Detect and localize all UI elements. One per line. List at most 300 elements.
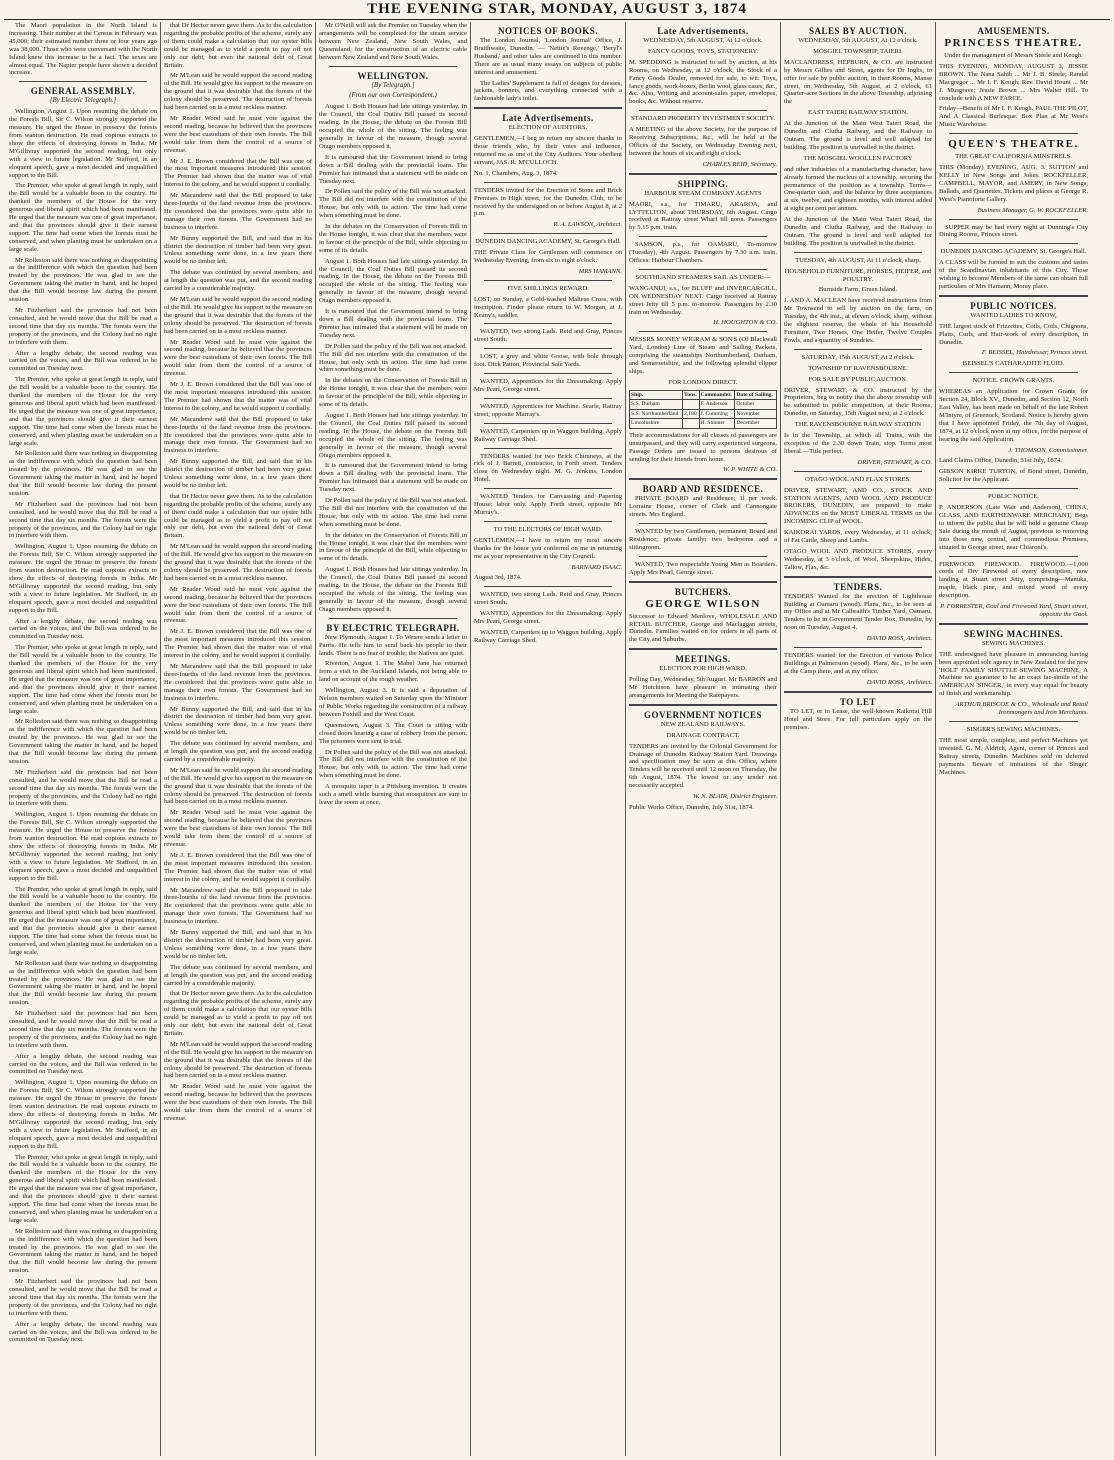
section-heading: TENDERS. [833, 581, 883, 592]
column-3 [316, 22, 471, 1456]
article-paragraph: Riverton, August 1. The Mabel Jane has returned from a visit to the Auckland Islands, not being able to land on account of the rough weather. [319, 660, 467, 684]
ad-body: WANTED by two Gentlemen, permanent Board and Residence; private family; two bedrooms and a sittingroom. [629, 528, 777, 551]
divider [484, 182, 612, 183]
article-paragraph: Mr Macandrew said that the Bill proposed to take three-fourths of the land revenue from the provinces. He considered that the provinces were quite able to manage their own forests. The Government had no business to interfere. [164, 662, 312, 702]
article-paragraph: Mr M'Lean said he would support the second reading of the Bill. He would give his support to the measure on the ground that it was desirable that the forests of the colony should be preserved. The destruction of forests had been carried on in a most reckless manner. [164, 766, 312, 806]
advertisement [939, 377, 1088, 484]
article-paragraph: In the debates on the Conservation of Forests Bill in the House tonight, it was clear that the members were in favour of the principle of the Bill, while objecting to some of its details. [319, 377, 467, 409]
ad-body: GIBSON KIRKE TURTON, of Bond street, Dunedin, Solicitor for the Applicant. [939, 468, 1088, 484]
ad-body: J. AND A. MACLEAN have received instructions from Mr Townsend to sell by auction on the farm, on Tuesday, the 4th inst., at eleven o'clock, sharp, without the slightest reserve, the whole of his Household Furniture, Two Horses, One Heifer, Twelve Couples Fowls, and a quantity of Sundries. [784, 297, 932, 344]
article-paragraph: Mr J. E. Brown considered that the Bill was one of the most important measures introduced this session. The Premier had shown that the matter was of vital interest to the colony, and he would support it cordially. [164, 851, 312, 883]
table-cell: Lincolnshire [630, 419, 683, 429]
article-paragraph: that Dr Hector never gave them. As to the calculation regarding the probable profits of the scheme, surely any of them could make a calculation that our oyster bills could be managed as to yield a profit to pay off not only our debt, but even the national debt of Great Britain. [164, 22, 312, 69]
ad-body: THIS (Monday) EVENING, AUG. 3. SUTTON and KELLY in New Songs and Jokes. ROCKFELLER, CAMPBELL, MAYOR, and AMERY, in New Songs, Ballads, and Quartettes. Tickets and places at George R. West's Pianoforte Gallery. [939, 164, 1088, 203]
article-paragraph: Mr Rolleston said there was nothing so disappointing as the indifference with which the question had been treated by the provinces. He was glad to see the Government taking the matter in hand, and he hoped that the Bill would become law during the present session. [9, 256, 157, 304]
advertisement [629, 190, 777, 233]
ad-body: SUPPER may be had every night at Dunning's City Dining Rooms, Princes street. [939, 223, 1088, 239]
article-paragraph: Dr Pollen said the policy of the Bill was not attacked. The Bill did not interfere with the constitution of the House, but only with its action. The time had come when something must be done. [319, 497, 467, 528]
ad-body: SAMSON, p.s., for OAMARU, To-morrow (Tuesday), 4th August. Passengers by 7.30 a.m. train. Offices: Harbour Chambers. [629, 241, 777, 265]
article-paragraph: Mr Macandrew said that the Bill proposed to take three-fourths of the land revenue from the provinces. He considered that the provinces were quite able to manage their own forests. The Government had no business to interfere. [164, 415, 312, 455]
table-header: Ship. [630, 390, 683, 400]
divider [629, 173, 777, 175]
ad-body: WANTED Tenders for Canvassing and Papering House; labor only. Apply Forth street, opposite Mr Murray's. [474, 493, 622, 516]
article-paragraph: New Plymouth, August 1. To Wetere sends a letter to Parris. He tells him to send back his people to their lands. There is no fear of trouble; the Natives are quiet. [319, 633, 467, 657]
article-paragraph: August 1. Both Houses had late sittings yesterday. In the Council, the Coal Duties Bill passed its second reading. In the House, the debate on the Forests Bill occupied the whole of the sitting. The feeling was generally in favour of the measure, though several Otago members opposed it. [319, 257, 467, 305]
article-paragraph: The Ladies' Supplement is full of designs for dresses, jackets, bonnets, and everything connected with a fashionable lady's toilet. [474, 79, 622, 103]
column-7 [936, 22, 1091, 1456]
article-paragraph: Mr J. E. Brown considered that the Bill was one of the most important measures introduced this session. The Premier had shown that the matter was of vital interest to the colony, and he would support it cordially. [164, 157, 312, 189]
article-paragraph: Mr Fitzherbert said the provinces had not been consulted, and he would move that the Bill be read a second time that day six months. The forests were the property of the provinces, and the Colony had no right to interfere with them. [9, 1010, 157, 1049]
advertisement [784, 37, 932, 248]
ad-body: WANTED, Two respectable Young Men as Boarders. Apply Mrs Pearl, George street. [629, 560, 777, 576]
divider [484, 423, 612, 424]
divider [484, 233, 612, 234]
divider [639, 556, 767, 557]
ad-subheading: FANCY GOODS, TOYS, STATIONERY. [647, 47, 759, 55]
table-header: Tons. [683, 390, 700, 400]
ad-heading: OTAGO WOOL AND FLAX STORES. [805, 475, 911, 483]
ad-heading: ELECTION OF AUDITORS. [508, 124, 588, 132]
masthead-rule [4, 19, 1110, 20]
ad-signature: MRS HAMANN. [578, 267, 622, 275]
table-cell [683, 419, 700, 429]
article-paragraph: that Dr Hector never gave them. As to the calculation regarding the probable profits of the scheme, surely any of them could make a calculation that our oyster bills could be managed as to yield a profit to pay off not only our debt, but even the national debt of Great Britain. [164, 990, 312, 1037]
advertisement [474, 238, 622, 276]
section-heading: GENERAL ASSEMBLY. [30, 86, 136, 97]
article-paragraph: Mr J. E. Brown considered that the Bill was one of the most important measures introduced this session. The Premier had shown that the matter was of vital interest to the colony, and he would support it cordially. [164, 628, 312, 660]
article-paragraph: The Maori population in the North Island is increasing. Their number at the Census in February was 45,000; their estimated number three or four years ago was 38,000. Those who were conversant with the North Island knew this increase to be a fact. The sexes are almost equal. The Napier people have shown a decided increase. [9, 22, 157, 77]
ad-subheading: HOUSEHOLD FURNITURE, HORSES, HEIFER, and POULTRY. [784, 267, 932, 283]
ad-body: Successor to Edward Menlove, WHOLESALE AND RETAIL BUTCHER, George and Maclaggan streets, Dunedin. Families waited on for orders in all parts of the City and Suburbs. [629, 612, 777, 644]
table-row [630, 419, 777, 429]
article-paragraph: Mr Reader Wood said he must vote against the second reading, because he believed that the provinces were the best custodians of their own forests. The Bill would take from them the control of a source of revenue. [164, 809, 312, 848]
ad-body: WANTED, Apprentices for Machine. Searle, Rattray street, opposite Murray's. [474, 402, 622, 418]
article-paragraph: Mr M'Lean said he would support the second reading of the Bill. He would give his support to the measure on the ground that it was desirable that the forests of the colony should be preserved. The destruction of forests had been carried on in a most reckless manner. [164, 1040, 312, 1080]
ad-body: At the Junction of the Main West Taieri Road, the Dunedin and Clutha Railway, and the Railway to Outram. The ground is level and well adapted for building. The position is unrivalled in the district. [784, 216, 932, 247]
article-paragraph: The Premier, who spoke at great length in reply, said the Bill would be a valuable boon to the country. He thanked the members of the House for the very generous and liberal spirit which had been manifested. He urged that the measure was one of great importance, and that the provinces should give it their earnest support. The time had come when the forests must be conserved, and when planting must be undertaken on a large scale. [9, 885, 157, 956]
ad-body: TENDERS Wanted for the erection of Lighthouse Building at Oamaru (wood). Plans, &c., to be seen at my Office and at Mr Calbraith's Timber Yard, Oamaru. Tenders to be in Government Tender Box, Dunedin, by noon on Tuesday, August 4. [784, 592, 932, 632]
masthead-title: THE EVENING STAR, MONDAY, AUGUST 3, 1874 [367, 1, 747, 17]
article-paragraph: Wellington, August 1. Upon resuming the debate on the Forests Bill, Sir C. Wilson strongly supported the measure. He urged the House to preserve the forests from wanton destruction. He read copious extracts to show the effects of destroying forests in India. Mr M'Gillivray supported the second reading, but only with a view to future legislation. Mr Stafford, in an eloquent speech, gave a most decided and unqualified support to the Bill. [9, 108, 157, 179]
article-paragraph: Mr Reader Wood said he must vote against the second reading, because he believed that the provinces were the best custodians of their own forests. The Bill would take from them the control of a source of revenue. [164, 585, 312, 625]
advertisement [474, 526, 622, 582]
ad-body: FIREWOOD. FIREWOOD. FIREWOOD.—1,000 cords of Dry Firewood of every description, now landing at Stuart street Jetty, comprising—Manuka, maple, black pine, and mixed wood of every description. [939, 560, 1088, 600]
ad-signature: F. BEISSEL, Hairdresser, Princes street. [981, 349, 1088, 357]
ad-body: and other industries of a manufacturing character, have already formed the nucleus of a township, securing the permanence of the position as a township. Terms—One-quarter cash, and the balance by three acceptances at six, twelve, and eighteen months, with interest added at eight per cent per annum. [784, 165, 932, 213]
table-cell: October [735, 400, 777, 410]
ad-body: WANTED, Apprentices for the Dressmaking. Apply Mrs Pearl, George street. [474, 610, 622, 626]
ad-heading: SEWING MACHINES. [981, 639, 1046, 647]
table-row [630, 400, 777, 410]
article-paragraph: Queenstown, August 3. The Court is sitting with closed doors hearing a case of robbery from the person. The prisoners were sent to trial. [319, 721, 467, 745]
article-paragraph: In the debates on the Conservation of Forests Bill in the House tonight, it was clear that the members were in favour of the principle of the Bill, while objecting to some of its details. [319, 531, 467, 563]
article-paragraph: Wellington, August 3. It is said a deputation of Nelson members waited on Saturday upon the Minister of Public Works regarding the construction of a railway between Foxhill and the West Coast. [319, 687, 467, 718]
section-heading: Late Advertisements. [502, 113, 594, 124]
table-header: Commander. [699, 390, 735, 400]
table-cell: 2,180 [683, 409, 700, 419]
ad-heading: DUNEDIN DANCING ACADEMY, St. George's Hall. [940, 248, 1087, 256]
ad-subheading: Under the management of Messrs Steele and Keogh. [944, 52, 1083, 59]
ad-body: PRIVATE BOARD and Residence; 1l per week. Lorraine House, corner of Clark and Cannongate streets. Mrs England. [629, 495, 777, 519]
divider [784, 576, 932, 578]
ad-body: THE undersigned have pleasure in announcing having been appointed sole agency in New Zealand for the new 'HOLT' FAMILY SHUTTLE SEWING MACHINE, A Machine we guarantee to be an exact fac-simile of the AMERICAN 'SINGER,' in every way equal for beauty of finish and workmanship. [939, 650, 1088, 698]
ad-body: M. SPEDDING is instructed to sell by auction, at his Rooms, on Wednesday, at 12 o'clock, the Stock of a Fancy Goods Dealer, removed for sale, to wit: Toys, fancy goods, work-boxes, Berlin wool, glass cases, &c., &c. Also, Writing and account-sales paper, envelopes, books, &c. Without reserve. [629, 58, 777, 106]
section-heading: SALES BY AUCTION. [809, 26, 907, 36]
advertisement [629, 336, 777, 474]
table-row [630, 409, 777, 419]
article-paragraph: The Premier, who spoke at great length in reply, said the Bill would be a valuable boon to the country. He thanked the members of the House for the very generous and liberal spirit which had been manifested. He urged that the measure was one of great importance, and that the provinces should give it their earnest support. The time had come when the forests must be conserved, and when planting must be undertaken on a large scale. [9, 644, 157, 715]
section-heading: SHIPPING. [677, 178, 729, 189]
divider [629, 704, 777, 706]
article-paragraph: It is rumoured that the Government intend to bring down a Bill dealing with the provincial loans. The Premier has intimated that a statement will be made on Tuesday next. [319, 308, 467, 339]
ad-body: THE most simple, complete, and perfect Machines yet invented. G. M. Aldrich, Agent, corner of Princes and Rattray streets, Dunedin. Machines sold on deferred payments. Beware of imitations of the 'Singer' Machines. [939, 736, 1088, 776]
advertisement [629, 274, 777, 327]
article-paragraph: A mosquito taper is a Pittsburg invention. It creates such a smell while burning that mosquitoes are sure to leave the room at once. [319, 783, 467, 806]
ad-body: WANTED, two strong Lads. Reid and Gray, Princes street South. [474, 591, 622, 607]
ad-heading: TO THE ELECTORS OF HIGH WARD. [493, 525, 603, 533]
article-paragraph: Mr Rolleston said there was nothing so disappointing as the indifference with which the question had been treated by the provinces. He was glad to see the Government taking the matter in hand, and he hoped that the Bill would become law during the present session. [9, 1227, 157, 1275]
article-paragraph: Mr Reader Wood said he must vote against the second reading, because he believed that the provinces were the best custodians of their own forests. The Bill would take from them the control of a source of revenue. [164, 114, 312, 154]
divider [639, 523, 767, 524]
ad-subheading: THE RAVENSBOURNE RAILWAY STATION [794, 421, 922, 429]
article-paragraph: Dr Pollen said the policy of the Bill was not attacked. The Bill did not interfere with the constitution of the House, but only with its action. The time had come when something must be done. [319, 188, 467, 220]
ad-heading: DUNEDIN DANCING ACADEMY, St. George's Hall. [475, 238, 621, 246]
ad-heading: PUBLIC NOTICE. [988, 493, 1039, 501]
ad-subheading: EAST TAIERI RAILWAY STATION. [808, 109, 908, 117]
article-paragraph: Wellington, August 1. Upon resuming the debate on the Forests Bill, Sir C. Wilson strongly supported the measure. He urged the House to preserve the forests from wanton destruction. He read copious extracts to show the effects of destroying forests in India. Mr M'Gillivray supported the second reading, but only with a view to future legislation. Mr Stafford, in an eloquent speech, gave a most decided and unqualified support to the Bill. [9, 543, 157, 614]
ad-subheading: BEISSEL'S CATHARADITE FLUID. [962, 360, 1065, 368]
article-paragraph: The debate was continued by several members, and at length the question was put, and the second reading carried by a considerable majority. [164, 963, 312, 987]
ad-signature: W. P. WHITE & CO. [722, 466, 777, 474]
advertisement [939, 493, 1088, 551]
advertisement [784, 476, 932, 572]
ad-subheading: THE GREAT CALIFORNIA MINSTRELS. [955, 153, 1072, 161]
advertisement [939, 37, 1088, 129]
ad-subheading: DRAINAGE CONTRACT. [666, 731, 740, 739]
advertisement [629, 115, 777, 168]
article-paragraph: The Premier, who spoke at great length in reply, said the Bill would be a valuable boon to the country. He thanked the members of the House for the very generous and liberal spirit which had been manifested. He urged that the measure was one of great importance, and that the provinces should give it their earnest support. The time had come when the forests must be conserved, and when planting must be undertaken on a large scale. [9, 1153, 157, 1224]
advertisement [784, 257, 932, 345]
divider [949, 219, 1078, 220]
table-cell: F. Anderson [699, 400, 735, 410]
article-paragraph: August 1. Both Houses had late sittings yesterday. In the Council, the Coal Duties Bill passed its second reading. In the House, the debate on the Forests Bill occupied the whole of the sitting. The feeling was generally in favour of the measure, though several Otago members opposed it. [319, 411, 467, 459]
article-paragraph: The debate was continued by several members, and at length the question was put, and the second reading carried by a considerable majority. [164, 740, 312, 763]
section-heading: GOVERNMENT NOTICES [643, 709, 763, 720]
ad-signature: DAVID ROSS, Architect. [866, 678, 932, 686]
divider [639, 110, 767, 111]
ad-body: TO LET, or to Lease, the well-known Kaikorai Hill Hotel and Store. For full particulars apply on the premises. [784, 707, 932, 731]
section-subheading: (From our own Correspondent.) [349, 92, 437, 100]
ad-body: At the Junction of the Main West Taieri Road, the Dunedin and Clutha Railway, and the Railway to Outram. The ground is level and well adapted for building. The position is unrivalled in the district. [784, 120, 932, 151]
divider [794, 349, 922, 350]
divider [949, 243, 1078, 244]
article-paragraph: After a lengthy debate, the second reading was carried on the voices, and the Bill was ordered to be committed on Tuesday next. [9, 1320, 157, 1344]
article-paragraph: Mr Macandrew said that the Bill proposed to take three-fourths of the land revenue from the provinces. He considered that the provinces were quite able to manage their own forests. The Government had no business to interfere. [164, 192, 312, 231]
shipping-table [629, 390, 777, 429]
article-paragraph: August 1. Both Houses had late sittings yesterday. In the Council, the Coal Duties Bill passed its second reading. In the House, the debate on the Forests Bill occupied the whole of the sitting. The feeling was generally in favour of the measure, though several Otago members opposed it. [319, 566, 467, 613]
ad-heading: STANDARD PROPERTY INVESTMENT SOCIETY. [630, 115, 776, 123]
article-paragraph: After a lengthy debate, the second reading was carried on the voices, and the Bill was ordered to be committed on Tuesday next. [9, 349, 157, 373]
article-paragraph: Mr Bunny supported the Bill, and said that in his district the destruction of timber had been very great. Unless something were done, in a few years there would be no timber left. [164, 234, 312, 266]
ad-date: August 3rd, 1874. [474, 574, 522, 582]
divider [484, 448, 612, 449]
ad-body: THE Private Class for Gentlemen will commence on Wednesday Evening, from six to eight o'clock. [474, 249, 622, 265]
article-paragraph: Mr M'Lean said he would support the second reading of the Bill. He would give his support to the measure on the ground that it was desirable that the forests of the colony should be preserved. The destruction of forests had been carried on in a most reckless manner. [164, 296, 312, 335]
article-paragraph: After a lengthy debate, the second reading was carried on the voices, and the Bill was ordered to be committed on Tuesday next. [9, 617, 157, 641]
advertisement [474, 124, 622, 177]
ad-heading: TUESDAY, 4th AUGUST, At 11 o'clock, sharp. [795, 256, 921, 264]
ad-body: WHEREAS an Application for Crown Grants for Section 24, Block XV., Dunedin, and Section 12, North East Valley, has been made on behalf of the late Robert M'Intyre, of Greenock, Scotland. Notice is hereby given that I have appointed Friday, the 7th day of August, 1874, at 12 o'clock noon at my office, for the purpose of hearing the said Application. [939, 388, 1088, 443]
ad-body: WANTED, Carpenters up to Waggon building. Apply Railway Carriage Shed. [474, 427, 622, 443]
article-paragraph: Mr Reader Wood said he must vote against the second reading, because he believed that the provinces were the best custodians of their own forests. The Bill would take from them the control of a source of revenue. [164, 1083, 312, 1122]
advertisement [939, 561, 1088, 619]
article-paragraph: It is rumoured that the Government intend to bring down a Bill dealing with the provincial loans. The Premier has intimated that a statement will be made on Tuesday next. [319, 153, 467, 185]
article-paragraph: Mr Bunny supported the Bill, and said that in his district the destruction of timber had been very great. Unless something were done, in a few years there would be no timber left. [164, 458, 312, 489]
divider [629, 478, 777, 480]
advertisement [784, 652, 932, 687]
section-heading: WELLINGTON. [357, 70, 429, 81]
column-6 [781, 22, 936, 1456]
ad-heading: HARBOUR STEAM COMPANY AGENTS [644, 189, 762, 197]
ad-signature: ARTHUR BRISCOE & CO., Wholesale and Retail Ironmongers and Iron Merchants. [955, 701, 1088, 717]
table-cell: December [735, 419, 777, 429]
table-cell: S.S. Northumberland [630, 409, 683, 419]
advertisement [629, 665, 777, 700]
article-paragraph: Mr Fitzherbert said the provinces had not been consulted, and he would move that the Bill be read a second time that day six months. The forests were the property of the provinces, and the Colony had no right to interfere with them. [9, 307, 157, 346]
ad-body: Polling Day, Wednesday, 5th August. Mr BARRON and Mr Hutchison have pleasure in intimating their arrangements for Meeting the Ratepayers. [629, 676, 777, 699]
ad-body: A CLASS will be formed to suit the customs and tastes of the Scandinavian inhabitants of this City. Those wishing to become Members of the same can obtain full particulars of Mrs Hamann, Moray place. [939, 259, 1088, 290]
divider [19, 81, 147, 82]
article-paragraph: The London Journal, 'London Journal' Office, J. Braithwaite, Dunedin. — 'Nettie's Revenge,' 'Beryl's Husband,' and other tales are continued in this number. There are as usual many essays on subjects of public interest and amusement. [474, 37, 622, 76]
section-heading: Late Advertisements. [657, 26, 749, 36]
article-paragraph: Dr Pollen said the policy of the Bill was not attacked. The Bill did not interfere with the constitution of the House, but only with its action. The time had come when something must be done. [319, 748, 467, 780]
divider [949, 488, 1078, 489]
article-paragraph: Mr M'Lean said he would support the second reading of the Bill. He would give his support to the measure on the ground that it was desirable that the forests of the colony should be preserved. The destruction of forests had been carried on in a most reckless manner. [164, 72, 312, 112]
columns [6, 22, 1108, 1456]
ad-heading: ELECTION FOR HIGH WARD. [659, 665, 747, 673]
ad-heading: NEW ZEALAND RAILWAYS. [661, 720, 745, 728]
ad-signature: Business Manager, G. W. ROCKFELLER. [977, 206, 1088, 214]
column-1 [6, 22, 161, 1456]
table-cell: S.S. Durham [630, 400, 683, 410]
ad-heading: FIVE SHILLINGS REWARD. [507, 284, 589, 292]
ad-body: TENDERS wanted for two Brick Chimneys, at the rick of J. Barrett, contractor, in Forth street. Tenders close on Wednesday night. M. G. Jenkins, London Hotel. [474, 452, 622, 484]
article-paragraph: August 1. Both Houses had late sittings yesterday. In the Council, the Coal Duties Bill passed its second reading. In the House, the debate on the Forests Bill occupied the whole of the sitting. The feeling was generally in favour of the measure, though several Otago members opposed it. [319, 103, 467, 150]
ad-signature: DRIVER, STEWART, & CO. [857, 458, 932, 466]
ad-date: Land Claims Office, Dunedin, 31st July, 1874. [939, 457, 1062, 465]
ad-subheading: Burnside Farm, Green Island. [818, 286, 898, 294]
divider [784, 691, 932, 693]
ad-body: WANTED, Carpenters up to Waggon building. Apply Railway Carriage Shed. [474, 628, 622, 644]
ad-subheading: FOR LONDON DIRECT. [668, 378, 738, 386]
ad-subheading: TOWNSHIP OF RAVENSBOURNE. [808, 364, 908, 372]
advertisement [784, 354, 932, 467]
ad-signature: R. A. LAWSON, Architect. [553, 221, 622, 229]
ad-heading: SINGER'S SEWING MACHINES. [966, 726, 1061, 733]
ad-heading: WANTED LADIES TO KNOW, [970, 311, 1057, 319]
advertisement [474, 187, 622, 230]
ad-body: GENTLEMEN,—I beg to return my sincere thanks to those friends who, by their votes and influence, returned me as one of the City Auditors. Your obedient servant, JAS. R. M'CULLOCH. [474, 135, 622, 166]
divider [949, 721, 1078, 722]
ad-signature: BARNARD ISAAC. [571, 563, 622, 571]
divider [949, 372, 1078, 373]
section-heading: PUBLIC NOTICES. [970, 300, 1057, 311]
advertisement [784, 593, 932, 643]
table-cell: November [735, 409, 777, 419]
advertisement [474, 285, 622, 320]
advertisement [629, 37, 777, 106]
divider [949, 133, 1078, 134]
ad-heading: PRINCESS THEATRE. [944, 37, 1083, 49]
divider [794, 647, 922, 648]
article-paragraph: Mr O'Neill will ask the Premier on Tuesday when the arrangements will be completed for the steam service between New Zealand, New South Wales, and Queensland, for the construction of an electric cable between New Zealand and New South Wales. [319, 22, 467, 61]
ad-body: LOST, on Sunday, a Gold-washed Maltese Cross, with inscription. Finder please return to W. Morgan, at J. Keany's, saddler. [474, 295, 622, 319]
ad-signature: CHARLES REID, Secretary. [702, 160, 777, 168]
ad-body: LOST, a grey and white Goose, with bole through foot. Dick Patton, Provincial Sale Yards. [474, 353, 622, 369]
section-heading: BY ELECTRIC TELEGRAPH. [326, 622, 460, 633]
divider [794, 252, 922, 253]
ad-body: WANGANUI, s.s., for BLUFF and INVERCARGILL, ON WEDNESDAY NEXT. Cargo received at Rattray street Jetty till 5 p.m. to-morrow. Passengers by 2.30 train on Wednesday. [629, 284, 777, 316]
divider [629, 648, 777, 650]
ad-body: MESSRS MONEY WIGRAM & SON'S (Of Blackwall Yard, London) Line of Steam and Sailing Packets, comprising the steamships Northumberland, Durham, and Somersetshire, and the following splendid clipper ships. [629, 336, 777, 375]
section-subheading: [By Telegraph.] [371, 81, 415, 89]
article-paragraph: Mr Bunny supported the Bill, and said that in his district the destruction of timber had been very great. Unless something were done, in a few years there would be no timber left. [164, 929, 312, 960]
article-paragraph: Wellington, August 1. Upon resuming the debate on the Forests Bill, Sir C. Wilson strongly supported the measure. He urged the House to preserve the forests from wanton destruction. He read copious extracts to show the effects of destroying forests in India. Mr M'Gillivray supported the second reading, but only with a view to future legislation. Mr Stafford, in an eloquent speech, gave a most decided and unqualified support to the Bill. [9, 811, 157, 882]
ad-body: MAORI, s.s., for TIMARU, AKAROA, and LYTTELTON, about THURSDAY, 6th August. Cargo received at Rattray street Wharf till noon. Passengers by 5.15 p.m. train. [629, 200, 777, 232]
advertisement [939, 138, 1088, 214]
ad-body: A MEETING of the above Society, for the purpose of Receiving Subscriptions, &c., will be held at the Offices of the Society, on Wednesday Evening next, between the hours of six and eight o'clock. [629, 126, 777, 157]
ad-body: Friday—Benefit of Mr I. F. Keogh. PAUL THE PILOT, And A Classical Burlesque. Box Plan at Mr West's Music Warehouse. [939, 105, 1088, 129]
table-cell [683, 400, 700, 410]
advertisement [629, 598, 777, 645]
divider [949, 556, 1078, 557]
article-paragraph: After a lengthy debate, the second reading was carried on the voices, and the Bill was ordered to be committed on Tuesday next. [9, 1052, 157, 1076]
ad-subheading: THE MOSGIEL WOOLLEN FACTORY [803, 154, 913, 162]
column-5 [626, 22, 781, 1456]
section-subheading: [By Electric Telegraph.] [49, 97, 117, 105]
advertisement [939, 312, 1088, 368]
ad-body: OTAGO WOOL AND PRODUCE STORES, every Wednesday, at 3 o'clock, of Wool, Sheepskins, Hides, Tallow, Flax, &c. [784, 547, 932, 571]
article-paragraph: Mr Fitzherbert said the provinces had not been consulted, and he would move that the Bill be read a second time that day six months. The forests were the property of the provinces, and the Colony had no right to interfere with them. [9, 768, 157, 808]
section-heading: NOTICES OF BOOKS. [498, 26, 598, 36]
ad-body: TENDERS invited for the Erection of Stone and Brick Premises in High street, for the Dunedin Club, to be received by the undersigned on or before August 8, at 2 p.m. [474, 186, 622, 218]
divider [484, 398, 612, 399]
divider [329, 618, 457, 619]
ad-signature: P. FORRESTER, Coal and Firewood Yard, Stuart street, opposite the Gaol. [940, 603, 1088, 618]
ad-subheading: MOSGIEL TOWNSHIP, TAIERI. [813, 47, 903, 55]
ad-body: THE largest stock of Frizzettes, Coils, Coils, Chignons, Plaits, Curls, and Hair-work of every description, in Dunedin. [939, 322, 1088, 346]
ad-date: No. 1, Chambers, Aug. 3, 1874. [474, 169, 558, 177]
advertisement [939, 640, 1088, 717]
divider [639, 269, 767, 270]
article-paragraph: Mr M'Lean said he would support the second reading of the Bill. He would give his support to the measure on the ground that it was desirable that the forests of the colony should be preserved. The destruction of forests had been carried on in a most reckless manner. [164, 543, 312, 582]
ad-body: WANTED, Apprentices for the Dressmaking. Apply Mrs Pearl, George street. [474, 378, 622, 393]
article-paragraph: Mr Rolleston said there was nothing so disappointing as the indifference with which the question had been treated by the provinces. He was glad to see the Government taking the matter in hand, and he hoped that the Bill would become law during the present session. [9, 718, 157, 765]
divider [329, 66, 457, 67]
article-paragraph: Mr Bunny supported the Bill, and said that in his district the destruction of timber had been very great. Unless something were done, in a few years there would be no timber left. [164, 705, 312, 737]
advertisement [939, 248, 1088, 291]
ad-subheading: FOR SALE BY PUBLIC AUCTION. [808, 375, 908, 383]
ad-body: DRIVER, STEWART, & CO. instructed by the Proprietors, beg to notify that the above township will be submitted to public competition, at their Rooms, Dunedin, on Saturday, 15th August next, at 2 o'clock. [784, 386, 932, 418]
divider [639, 331, 767, 332]
divider [629, 581, 777, 583]
ad-heading: WEDNESDAY, 5th AUGUST, At 12 o'clock. [643, 37, 763, 44]
column-2 [161, 22, 316, 1456]
article-paragraph: Mr Rolleston said there was nothing so disappointing as the indifference with which the question had been treated by the provinces. He was glad to see the Government taking the matter in hand, and he hoped that the Bill would become law during the present session. [9, 959, 157, 1007]
table-cell: H. Shinner [699, 419, 735, 429]
article-paragraph: The debate was continued by several members, and at length the question was put, and the second reading carried by a considerable majority. [164, 269, 312, 293]
ad-body: WANTED, two strong Lads. Reid and Gray, Princes street South. [474, 328, 622, 344]
section-heading: SEWING MACHINES. [963, 628, 1063, 639]
article-paragraph: Dr Pollen said the policy of the Bill was not attacked. The Bill did not interfere with the constitution of the House, but only with its action. The time had come when something must be done. [319, 342, 467, 374]
section-heading: BUTCHERS. [674, 586, 732, 597]
divider [484, 280, 612, 281]
divider [794, 471, 922, 472]
section-heading: BOARD AND RESIDENCE. [642, 484, 764, 495]
ad-body: DRIVER, STEWART, AND CO., STOCK AND STATION AGENTS, AND WOOL AND PRODUCE BROKERS, DUNEDIN, are prepared to make ADVANCES on the MOST LIBERAL TERMS on the INCOMING CLIP of WOOL. [784, 486, 932, 526]
ad-heading: SATURDAY, 15th AUGUST, At 2 o'clock. [801, 353, 915, 361]
ad-signature: J. THOMSON, Commissioner. [1008, 446, 1088, 454]
ad-signature: DAVID ROSS, Architect. [866, 635, 932, 643]
ad-body: TENDERS wanted for the Erection of various Police Buildings at Palmerston (wood). Plans, &c., to be seen at the Camp there, and at my office. [784, 652, 932, 675]
ad-heading: QUEEN'S THEATRE. [948, 138, 1079, 151]
divider [639, 236, 767, 237]
advertisement [939, 726, 1088, 776]
article-paragraph: Mr Reader Wood said he must vote against the second reading, because he believed that the provinces were the best custodians of their own forests. The Bill would take from them the control of a source of revenue. [164, 338, 312, 378]
table-header: Date of Sailing. [735, 390, 777, 400]
article-paragraph: Mr Macandrew said that the Bill proposed to take three-fourths of the land revenue from the provinces. He considered that the provinces were quite able to manage their own forests. The Government had no business to interfere. [164, 886, 312, 926]
ad-body: P. ANDERSON (Late Wair and Anderson), CHINA, GLASS, AND EARTHENWARE MERCHANT, Begs to inform the public that he will hold a genuine Cheap Sale during the month of August, previous to removing into those new, central, and commodious Premises, situated in George street, near Chiaroni's. [939, 504, 1088, 551]
divider [474, 107, 622, 109]
article-paragraph: Mr Fitzherbert said the provinces had not been consulted, and he would move that the Bill be read a second time that day six months. The forests were the property of the provinces, and the Colony had no right to interfere with them. [9, 500, 157, 540]
divider [939, 295, 1088, 297]
article-paragraph: The Premier, who spoke at great length in reply, said the Bill would be a valuable boon to the country. He thanked the members of the House for the very generous and liberal spirit which had been manifested. He urged that the measure was one of great importance, and that the provinces should give it their earnest support. The time had come when the forests must be conserved, and when planting must be undertaken on a large scale. [9, 182, 157, 253]
divider [484, 373, 612, 374]
divider [484, 323, 612, 324]
ad-body: MACLANDRESS, HEPBURN, & CO. are instructed by Messrs Gillies and Street, agents for Dr Inglis, to offer for sale by public auction, in their Rooms, Manse street, on Wednesday, 5th August, at 2 o'clock, 61 Quarter-acre Sections in the above Township, adjoining the [784, 58, 932, 106]
ad-body: KAIKORAI YARDS, every Wednesday, at 11 o'clock, of Fat Cattle, Sheep and Lambs. [784, 529, 932, 545]
ad-signature: W. N. BLAIR, District Engineer. [692, 793, 777, 801]
section-heading: TO LET [839, 696, 877, 707]
table-cell: J. Cumming [699, 409, 735, 419]
ad-body: Is in the Township, at which all Trains, with the exception of the 2.30 down Train, stop. Terms most liberal.—Title perfect. [784, 432, 932, 455]
divider [484, 348, 612, 349]
article-paragraph: It is rumoured that the Government intend to bring down a Bill dealing with the provincial loans. The Premier has intimated that a statement will be made on Tuesday next. [319, 462, 467, 494]
section-heading: MEETINGS. [675, 654, 731, 665]
ad-body: Their accommodations for all classes of passengers are unsurpassed, and they will carry experienced surgeons. Passage Orders are issued to persons desirous of sending for their friends from home. [629, 431, 777, 463]
ad-heading: GEORGE WILSON [645, 597, 761, 610]
column-4 [471, 22, 626, 1456]
ad-body: THIS EVENING, MONDAY, AUGUST 3, JESSIE BROWN. The Nana Sahib ... Mr J. B. Steele; Randal Macgregor ... Mr I. F. Keogh; Rev. David Hount ... Mr J. Musgrave; Jessie Brown ... Mrs Walter Hill. To conclude with A NEW FARCE. [939, 62, 1088, 102]
ad-heading: NOTICE. CROWN GRANTS. [972, 377, 1055, 385]
section-heading: AMUSEMENTS. [977, 26, 1050, 36]
article-paragraph: In the debates on the Conservation of Forests Bill in the House tonight, it was clear that the members were in favour of the principle of the Bill, while objecting to some of its details. [319, 223, 467, 254]
article-paragraph: Mr Fitzherbert said the provinces had not been consulted, and he would move that the Bill be read a second time that day six months. The forests were the property of the provinces, and the Colony had no right to interfere with them. [9, 1278, 157, 1317]
divider [939, 623, 1088, 625]
ad-heading: WEDNESDAY, 5th AUGUST, At 12 o'clock. [798, 37, 918, 44]
divider [484, 521, 612, 522]
ad-date: Public Works Office, Dunedin, July 31st, 1874. [629, 804, 754, 811]
advertisement [629, 721, 777, 812]
article-paragraph: Wellington, August 1. Upon resuming the debate on the Forests Bill, Sir C. Wilson strongly supported the measure. He urged the House to preserve the forests from wanton destruction. He read copious extracts to show the effects of destroying forests in India. Mr M'Gillivray supported the second reading, but only with a view to future legislation. Mr Stafford, in an eloquent speech, gave a most decided and unqualified support to the Bill. [9, 1079, 157, 1150]
article-paragraph: Mr J. E. Brown considered that the Bill was one of the most important measures introduced this session. The Premier had shown that the matter was of vital interest to the colony, and he would support it cordially. [164, 381, 312, 412]
ad-signature: H. HOUGHTON & CO. [713, 319, 777, 327]
divider [484, 488, 612, 489]
ad-heading: SOUTHLAND STEAMERS SAIL AS UNDER:— [635, 273, 771, 281]
ad-body: TENDERS are invited by the Colonial Government for Drainage of Dunedin Railway Station Yard. Drawings and specification may be seen at this Office, where Tenders will be received until 12 noon on Thursday, the 6th August, 1874. The lowest or any tender not necessarily accepted. [629, 742, 777, 790]
article-paragraph: Mr Rolleston said there was nothing so disappointing as the indifference with which the question had been treated by the provinces. He was glad to see the Government taking the matter in hand, and he hoped that the Bill would become law during the present session. [9, 450, 157, 497]
article-paragraph: that Dr Hector never gave them. As to the calculation regarding the probable profits of the scheme, surely any of them could make a calculation that our oyster bills could be managed as to yield a profit to pay off not only our debt, but even the national debt of Great Britain. [164, 492, 312, 540]
